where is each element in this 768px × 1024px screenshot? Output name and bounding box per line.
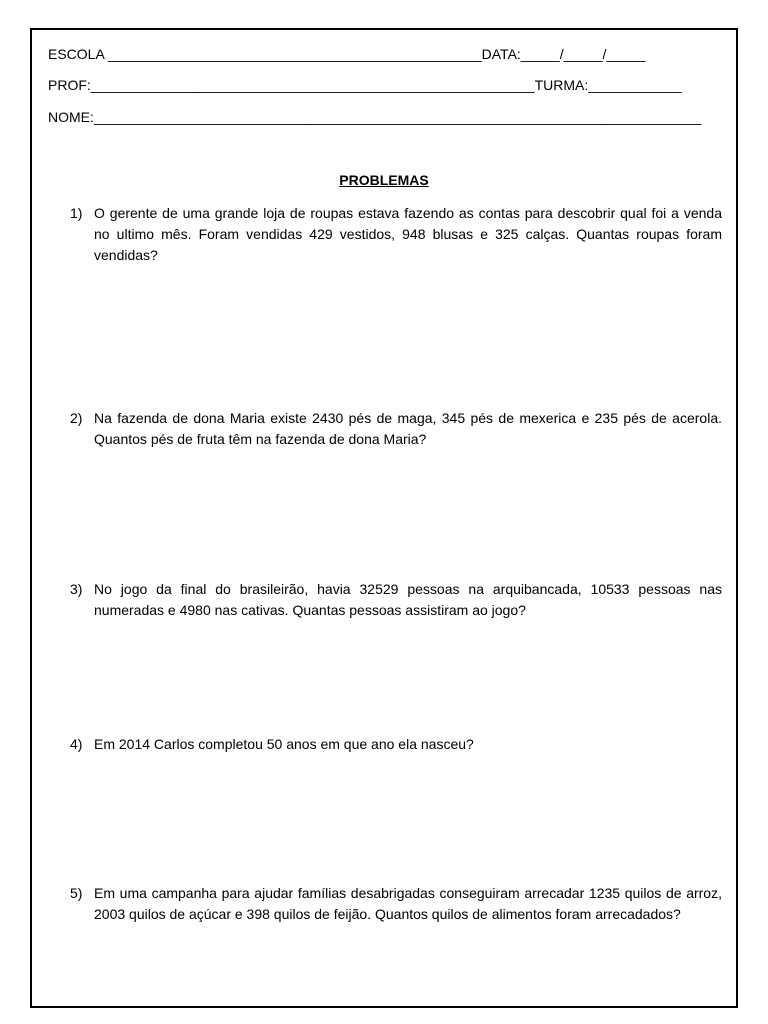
problem-number: 4) <box>70 736 83 752</box>
worksheet-page <box>30 28 738 1008</box>
worksheet-title: PROBLEMAS <box>339 172 429 188</box>
problem-item <box>70 579 722 621</box>
school-date-line: ESCOLA ________________________________________________DATA:_____/_____/_____ <box>48 46 646 62</box>
teacher-class-line: PROF:_________________________________________________________TURMA:____________ <box>48 77 682 93</box>
problem-text: Na fazenda de dona Maria existe 2430 pés de maga, 345 pés de mexerica e 235 pés de acerola. Quantos pés de fruta têm na fazenda de dona Maria? <box>94 410 722 447</box>
name-line: NOME:______________________________________________________________________________ <box>48 109 702 125</box>
problem-number: 1) <box>70 205 83 221</box>
problem-number: 3) <box>70 581 83 597</box>
problem-item <box>70 883 722 925</box>
problem-number: 5) <box>70 885 83 901</box>
problem-item <box>70 408 722 450</box>
problem-item <box>70 203 722 266</box>
problem-text: O gerente de uma grande loja de roupas estava fazendo as contas para descobrir qual foi a venda no ultimo mês. Foram vendidas 429 vestidos, 948 blusas e 325 calças. Quantas roupas foram vendidas? <box>94 205 722 263</box>
problem-number: 2) <box>70 410 83 426</box>
problem-text: No jogo da final do brasileirão, havia 32529 pessoas na arquibancada, 10533 pessoas nas numeradas e 4980 nas cativas. Quantas pessoas assistiram ao jogo? <box>94 581 722 618</box>
problem-text: Em uma campanha para ajudar famílias desabrigadas conseguiram arrecadar 1235 quilos de arroz, 2003 quilos de açúcar e 398 quilos de feijão. Quantos quilos de alimentos foram arrecadados? <box>94 885 722 922</box>
problem-item <box>70 734 722 755</box>
problem-text: Em 2014 Carlos completou 50 anos em que ano ela nasceu? <box>94 736 474 752</box>
